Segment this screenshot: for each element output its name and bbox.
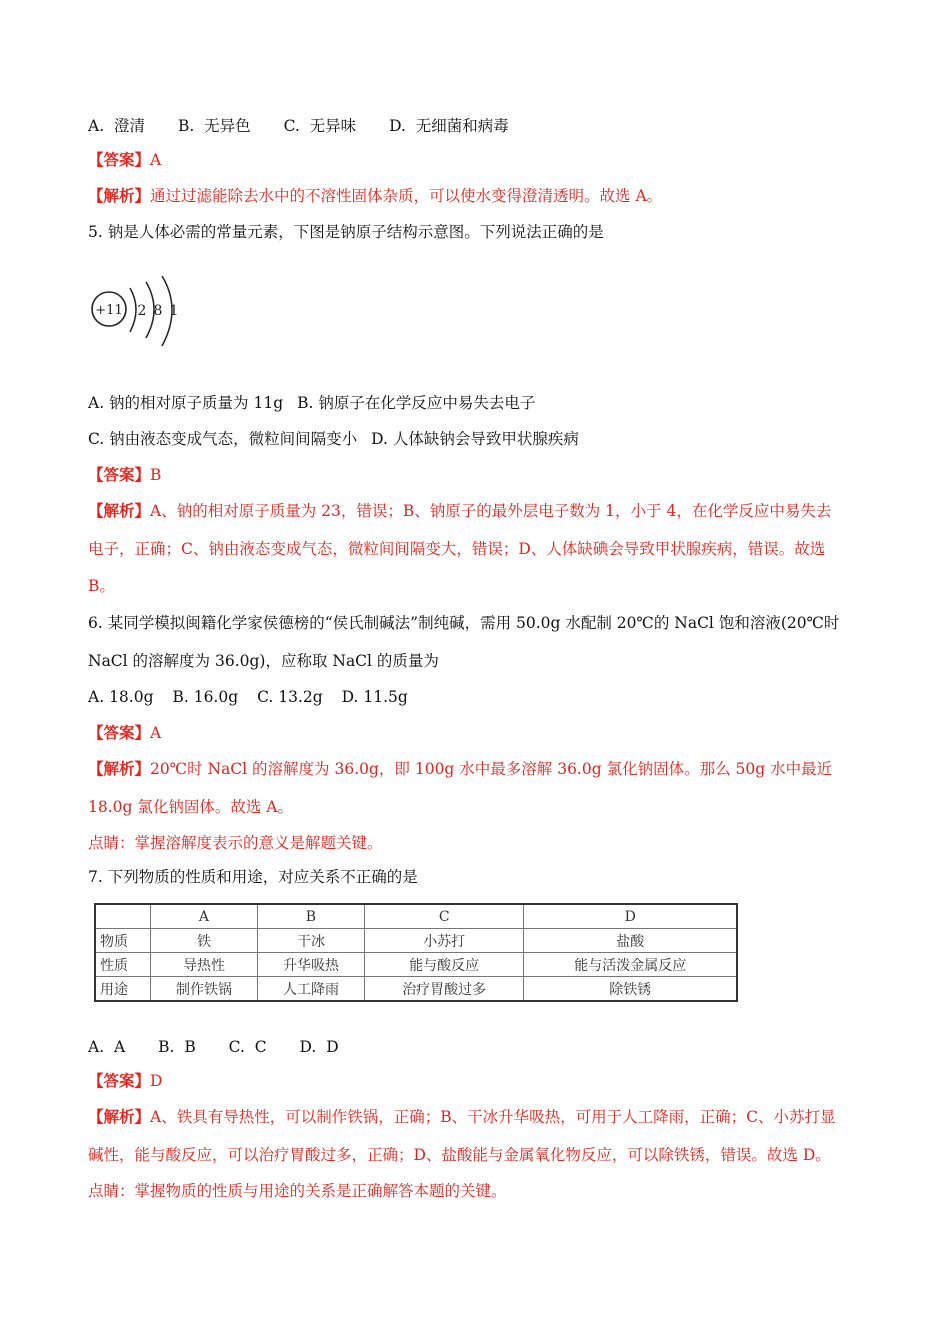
q7-option-c: C. C: [228, 1038, 267, 1056]
table-cell: D: [524, 904, 737, 929]
q6-tip: 点睛：掌握溶解度表示的意义是解题关键。: [88, 834, 383, 852]
table-row: [95, 953, 737, 977]
q7-table: [94, 903, 738, 1002]
table-cell: 人工降雨: [257, 977, 364, 1002]
q4-options: [88, 116, 509, 136]
table-cell: 能与活泼金属反应: [524, 953, 737, 977]
q7-tip: 点睛：掌握物质的性质与用途的关系是正确解答本题的关键。: [88, 1182, 507, 1200]
q6-answer: 【答案】A: [88, 723, 162, 742]
shell-electrons-3: 1: [169, 303, 179, 319]
table-header-row: [95, 904, 737, 929]
table-cell: 铁: [151, 929, 258, 953]
table-cell: B: [257, 904, 364, 929]
nucleus-label: +11: [95, 303, 123, 318]
q7-answer: 【答案】D: [88, 1071, 163, 1090]
table-row: [95, 929, 737, 953]
q6-option-b: B. 16.0g: [172, 688, 239, 706]
q7-analysis-line2: 碱性，能与酸反应，可以治疗胃酸过多，正确；D、盐酸能与金属氧化物反应，可以除铁锈，错误。故选 D。: [88, 1146, 831, 1164]
q7-option-a: A. A: [88, 1038, 126, 1056]
q4-option-c: C. 无异味: [283, 117, 357, 135]
table-cell: 能与酸反应: [364, 953, 524, 977]
q6-options: [88, 687, 408, 707]
q7-stem: 7. 下列物质的性质和用途，对应关系不正确的是: [88, 868, 418, 886]
q6-option-c: C. 13.2g: [257, 688, 323, 706]
table-cell: 导热性: [151, 953, 258, 977]
q6-option-a: A. 18.0g: [88, 688, 154, 706]
table-cell: 除铁锈: [524, 977, 737, 1002]
table-cell: 制作铁锅: [151, 977, 258, 1002]
shell-arc-1: [130, 288, 136, 332]
q6-analysis-line2: 18.0g 氯化钠固体。故选 A。: [88, 798, 293, 816]
q5-answer: 【答案】B: [88, 465, 162, 484]
q5-stem: 5. 钠是人体必需的常量元素，下图是钠原子结构示意图。下列说法正确的是: [88, 223, 604, 241]
q5-option-a: A. 钠的相对原子质量为 11g: [88, 394, 284, 412]
q5-options-cd: [88, 429, 579, 449]
table-cell: 用途: [95, 977, 151, 1002]
q4-option-d: D. 无细菌和病毒: [389, 117, 509, 135]
table-row: [95, 977, 737, 1002]
q7-options: [88, 1037, 339, 1057]
table-cell: 性质: [95, 953, 151, 977]
q5-option-d: D. 人体缺钠会导致甲状腺疾病: [371, 430, 579, 448]
q6-option-d: D. 11.5g: [341, 688, 408, 706]
q5-option-c: C. 钠由液态变成气态，微粒间间隔变小: [88, 430, 358, 448]
q5-analysis-line1: 【解析】A、钠的相对原子质量为 23，错误；B、钠原子的最外层电子数为 1，小于 4，在化学反应中易失去: [88, 501, 832, 520]
table-cell: A: [151, 904, 258, 929]
q5-analysis-line2: 电子，正确；C、钠由液态变成气态，微粒间间隔变大，错误；D、人体缺碘会导致甲状腺疾病，错误。故选: [88, 540, 826, 558]
table-cell: 小苏打: [364, 929, 524, 953]
table-cell: [95, 904, 151, 929]
q5-option-b: B. 钠原子在化学反应中易失去电子: [297, 394, 536, 412]
sodium-atom-diagram: [90, 276, 190, 352]
table-cell: 物质: [95, 929, 151, 953]
q4-option-a: A. 澄清: [88, 117, 145, 135]
q4-analysis: 【解析】通过过滤能除去水中的不溶性固体杂质，可以使水变得澄清透明。故选 A。: [88, 186, 663, 205]
q4-answer: 【答案】A: [88, 150, 162, 169]
table-cell: 干冰: [257, 929, 364, 953]
q5-analysis-line3: B。: [88, 577, 115, 595]
shell-electrons-1: 2: [137, 303, 147, 319]
q6-stem-line2: NaCl 的溶解度为 36.0g)，应称取 NaCl 的质量为: [88, 652, 439, 670]
table-cell: 盐酸: [524, 929, 737, 953]
q6-stem-line1: 6. 某同学模拟闽籍化学家侯德榜的“侯氏制碱法”制纯碱，需用 50.0g 水配制 20℃的 NaCl 饱和溶液(20℃时: [88, 614, 840, 632]
q7-analysis-line1: 【解析】A、铁具有导热性，可以制作铁锅，正确；B、干冰升华吸热，可用于人工降雨，正确；C、小苏打显: [88, 1107, 836, 1126]
q7-option-b: B. B: [158, 1038, 196, 1056]
q7-option-d: D. D: [299, 1038, 339, 1056]
q4-option-b: B. 无异色: [177, 117, 251, 135]
table-cell: 升华吸热: [257, 953, 364, 977]
q5-options-ab: [88, 393, 535, 413]
q6-analysis-line1: 【解析】20℃时 NaCl 的溶解度为 36.0g，即 100g 水中最多溶解 36.0g 氯化钠固体。那么 50g 水中最近: [88, 759, 833, 778]
table-cell: 治疗胃酸过多: [364, 977, 524, 1002]
table-cell: C: [364, 904, 524, 929]
shell-electrons-2: 8: [153, 303, 163, 319]
